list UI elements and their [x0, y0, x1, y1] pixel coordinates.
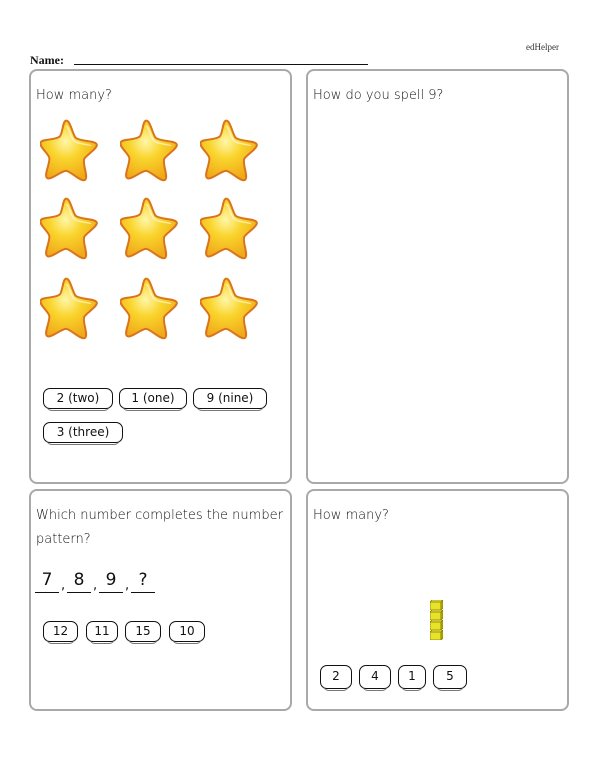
star-icon: [40, 196, 106, 262]
answer-choice[interactable]: 3 (three): [43, 422, 123, 443]
comma: ,: [125, 578, 130, 593]
star-icon: [200, 118, 266, 184]
star-icon: [120, 276, 186, 342]
question-3-prompt-line-2: pattern?: [36, 532, 91, 547]
star-icon: [40, 118, 106, 184]
cube-icon: [430, 620, 443, 630]
star-icon: [200, 276, 266, 342]
answer-choice[interactable]: 1 (one): [119, 388, 187, 409]
answer-choice[interactable]: 15: [125, 621, 161, 642]
cube-icon: [430, 630, 443, 640]
star-icon: [200, 196, 266, 262]
comma: ,: [93, 578, 98, 593]
name-line[interactable]: [74, 64, 368, 65]
star-icon: [120, 118, 186, 184]
answer-choice[interactable]: 5: [433, 665, 467, 689]
cube-icon: [430, 600, 443, 610]
brand-label: edHelper: [526, 42, 559, 52]
pattern-number: 7: [35, 570, 59, 593]
question-2-prompt: How do you spell 9?: [313, 88, 444, 103]
answer-choice[interactable]: 11: [86, 621, 118, 642]
answer-choice[interactable]: 12: [43, 621, 78, 642]
star-icon: [40, 276, 106, 342]
answer-choice[interactable]: 2 (two): [43, 388, 113, 409]
question-1-prompt: How many?: [36, 88, 112, 103]
answer-choice[interactable]: 1: [398, 665, 426, 689]
pattern-number: 8: [67, 570, 91, 593]
pattern-missing-number: ?: [131, 570, 155, 593]
question-4-prompt: How many?: [313, 508, 389, 523]
pattern-number: 9: [99, 570, 123, 593]
star-icon: [120, 196, 186, 262]
question-3-prompt-line-1: Which number completes the number: [36, 508, 283, 523]
answer-choice[interactable]: 2: [320, 665, 352, 689]
comma: ,: [61, 578, 66, 593]
question-2-panel[interactable]: [306, 69, 569, 484]
answer-choice[interactable]: 9 (nine): [193, 388, 267, 409]
cube-icon: [430, 610, 443, 620]
name-label: Name:: [30, 53, 64, 67]
answer-choice[interactable]: 4: [359, 665, 391, 689]
answer-choice[interactable]: 10: [169, 621, 205, 642]
